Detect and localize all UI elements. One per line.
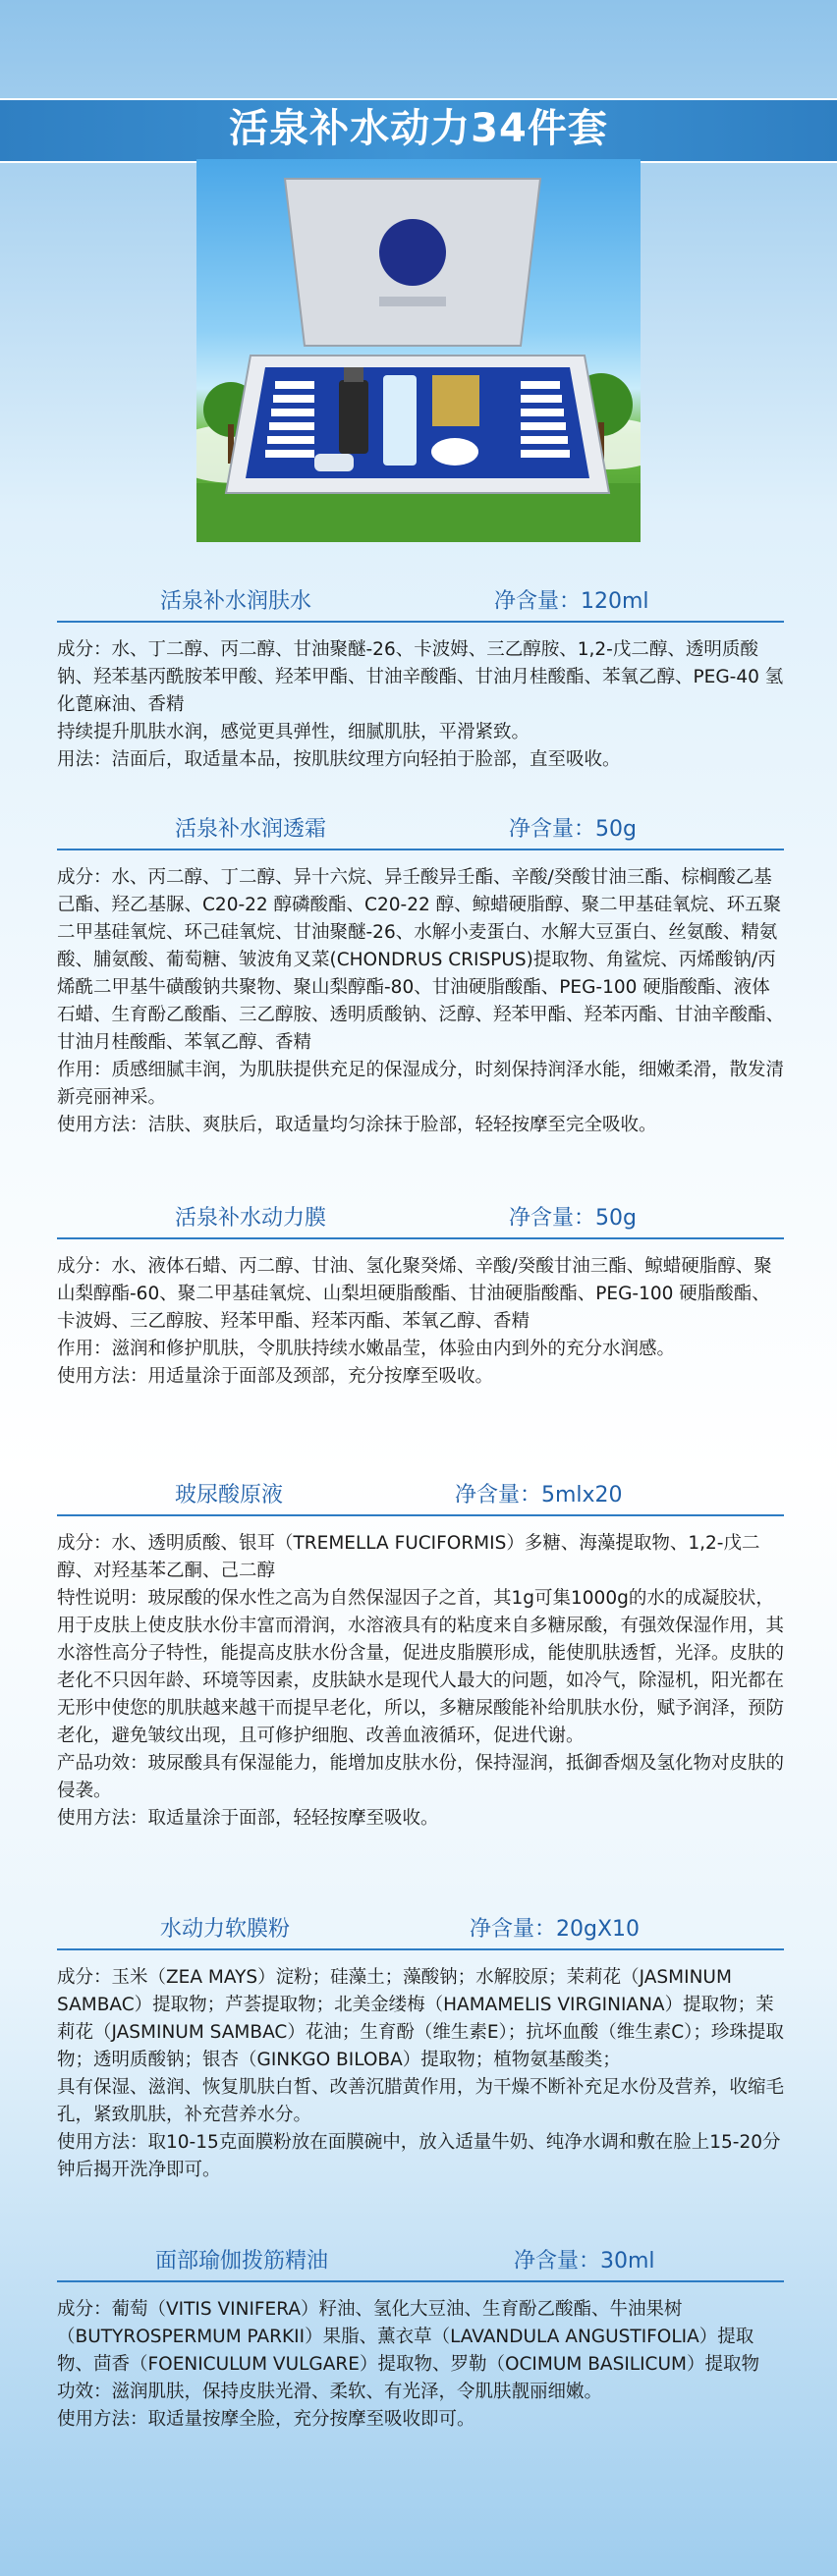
section-header	[57, 1915, 784, 1950]
feature-text: 特性说明：玻尿酸的保水性之高为自然保湿因子之首，其1g可集1000g的水的成凝胶状，用于皮肤上使皮肤水份丰富而滑润，水溶液具有的粘度来自多糖尿酸，有强效保湿作用，其水溶性高分子特性，能提高皮肤水份含量，促进皮脂膜形成，能使肌肤透皙，光泽。皮肤的老化不只因年龄、环境等因素，皮肤缺水是现代人最大的问题，如冷气，除湿机，阳光都在无形中使您的肌肤越来越干而提早老化，所以，多糖尿酸能补给肌肤水份，赋予润泽，预防老化，避免皱纹出现，且可修护细胞、改善血液循环，促进代谢。	[57, 1588, 785, 1746]
section-header	[57, 2247, 784, 2282]
section-header	[57, 1204, 784, 1239]
section-body	[57, 864, 784, 1139]
product-name: 活泉补水润肤水	[160, 589, 312, 614]
usage-text: 使用方法：取适量按摩全脸，充分按摩至吸收即可。	[57, 2409, 475, 2430]
product-section-mask-powder	[57, 1915, 784, 2184]
net-content: 净含量：20gX10	[470, 1917, 641, 1942]
description-text: 持续提升肌肤水润，感觉更具弹性，细腻肌肤，平滑紧致。	[57, 722, 530, 742]
product-illustration	[196, 159, 641, 542]
ingredients-text: 成分：水、液体石蜡、丙二醇、甘油、氢化聚癸烯、辛酸/癸酸甘油三酯、鲸蜡硬脂醇、聚山梨醇酯-60、聚二甲基硅氧烷、山梨坦硬脂酸酯、甘油硬脂酸酯、PEG-100 硬脂酸酯、卡波姆、三乙醇胺、羟苯甲酯、羟苯丙酯、苯氧乙醇、香精	[57, 1256, 772, 1332]
usage-text: 使用方法：取适量涂于面部，轻轻按摩至吸收。	[57, 1808, 439, 1829]
section-divider	[57, 2280, 784, 2282]
net-content: 净含量：5mlx20	[455, 1483, 623, 1507]
product-photo	[196, 159, 641, 542]
section-body	[57, 1530, 784, 1833]
product-name: 水动力软膜粉	[160, 1917, 291, 1942]
ingredients-text: 成分：水、丙二醇、丁二醇、异十六烷、异壬酸异壬酯、辛酸/癸酸甘油三酯、棕榈酸乙基己酯、羟乙基脲、C20-22 醇磷酸酯、C20-22 醇、鲸蜡硬脂醇、聚二甲基硅氧烷、环五聚二甲基硅氧烷、环己硅氧烷、甘油聚醚-26、水解小麦蛋白、水解大豆蛋白、丝氨酸、精氨酸、脯氨酸、葡萄糖、皱波角叉菜(CHONDRUS CRISPUS)提取物、角鲨烷、丙烯酸钠/丙烯酰二甲基牛磺酸钠共聚物、聚山梨醇酯-80、甘油硬脂酸酯、PEG-100 硬脂酸酯、液体石蜡、生育酚乙酸酯、三乙醇胺、透明质酸钠、泛醇、羟苯甲酯、羟苯丙酯、甘油辛酸酯、甘油月桂酸酯、苯氧乙醇、香精	[57, 867, 785, 1053]
section-divider	[57, 1237, 784, 1239]
product-section-toner	[57, 587, 784, 774]
effect-text: 作用：质感细腻丰润，为肌肤提供充足的保湿成分，时刻保持润泽水能，细嫩柔滑，散发清新亮丽神采。	[57, 1060, 785, 1108]
usage-text: 使用方法：洁肤、爽肤后，取适量均匀涂抹于脸部，轻轻按摩至完全吸收。	[57, 1115, 657, 1135]
effect-text: 功效：滋润肌肤，保持皮肤光滑、柔软、有光泽，令肌肤靓丽细嫩。	[57, 2382, 603, 2402]
product-section-serum	[57, 1481, 784, 1833]
effect-text: 具有保湿、滋润、恢复肌肤白皙、改善沉腊黄作用，为干燥不断补充足水份及营养，收缩毛孔，紧致肌肤，补充营养水分。	[57, 2077, 785, 2125]
section-divider	[57, 621, 784, 623]
section-body	[57, 2296, 784, 2434]
usage-text: 使用方法：取10-15克面膜粉放在面膜碗中，放入适量牛奶、纯净水调和敷在脸上15-20分钟后揭开洗净即可。	[57, 2132, 781, 2180]
section-body	[57, 1253, 784, 1391]
section-body	[57, 636, 784, 774]
section-header	[57, 1481, 784, 1516]
usage-text: 用法：洁面后，取适量本品，按肌肤纹理方向轻拍于脸部，直至吸收。	[57, 749, 621, 770]
product-name: 活泉补水动力膜	[175, 1206, 327, 1231]
ingredients-text: 成分：玉米（ZEA MAYS）淀粉；硅藻土；藻酸钠；水解胶原；茉莉花（JASMINUM SAMBAC）提取物；芦荟提取物；北美金缕梅（HAMAMELIS VIRGINIANA）提取物；茉莉花（JASMINUM SAMBAC）花油；生育酚（维生素E）；抗坏血酸（维生素C）；珍珠提取物；透明质酸钠；银杏（GINKGO BILOBA）提取物；植物氨基酸类；	[57, 1967, 784, 2070]
product-name: 玻尿酸原液	[175, 1483, 284, 1507]
section-divider	[57, 1514, 784, 1516]
product-section-cream	[57, 815, 784, 1139]
product-section-mask	[57, 1204, 784, 1391]
section-body	[57, 1964, 784, 2184]
net-content: 净含量：50g	[509, 817, 637, 842]
section-divider	[57, 1948, 784, 1950]
section-header	[57, 815, 784, 850]
ingredients-text: 成分：葡萄（VITIS VINIFERA）籽油、氢化大豆油、生育酚乙酸酯、牛油果树（BUTYROSPERMUM PARKII）果脂、薰衣草（LAVANDULA ANGUSTIFOLIA）提取物、茴香（FOENICULUM VULGARE）提取物、罗勒（OCIMUM BASILICUM）提取物	[57, 2299, 759, 2375]
net-content: 净含量：50g	[509, 1206, 637, 1231]
product-name: 活泉补水润透霜	[175, 817, 327, 842]
net-content: 净含量：120ml	[494, 589, 649, 614]
page-title: 活泉补水动力34件套	[229, 106, 608, 151]
net-content: 净含量：30ml	[514, 2249, 655, 2274]
section-header	[57, 587, 784, 623]
usage-text: 使用方法：用适量涂于面部及颈部，充分按摩至吸收。	[57, 1366, 494, 1387]
product-name: 面部瑜伽拨筋精油	[155, 2249, 329, 2274]
product-section-oil	[57, 2247, 784, 2434]
ingredients-text: 成分：水、透明质酸、银耳（TREMELLA FUCIFORMIS）多糖、海藻提取物、1,2-戊二醇、对羟基苯乙酮、己二醇	[57, 1533, 760, 1581]
section-divider	[57, 849, 784, 850]
effect-text: 产品功效：玻尿酸具有保湿能力，能增加皮肤水份，保持湿润，抵御香烟及氢化物对皮肤的侵袭。	[57, 1753, 785, 1801]
effect-text: 作用：滋润和修护肌肤，令肌肤持续水嫩晶莹，体验由内到外的充分水润感。	[57, 1339, 676, 1359]
ingredients-text: 成分：水、丁二醇、丙二醇、甘油聚醚-26、卡波姆、三乙醇胺、1,2-戊二醇、透明质酸钠、羟苯基丙酰胺苯甲酸、羟苯甲酯、甘油辛酸酯、甘油月桂酸酯、苯氧乙醇、PEG-40 氢化蓖麻油、香精	[57, 639, 784, 715]
